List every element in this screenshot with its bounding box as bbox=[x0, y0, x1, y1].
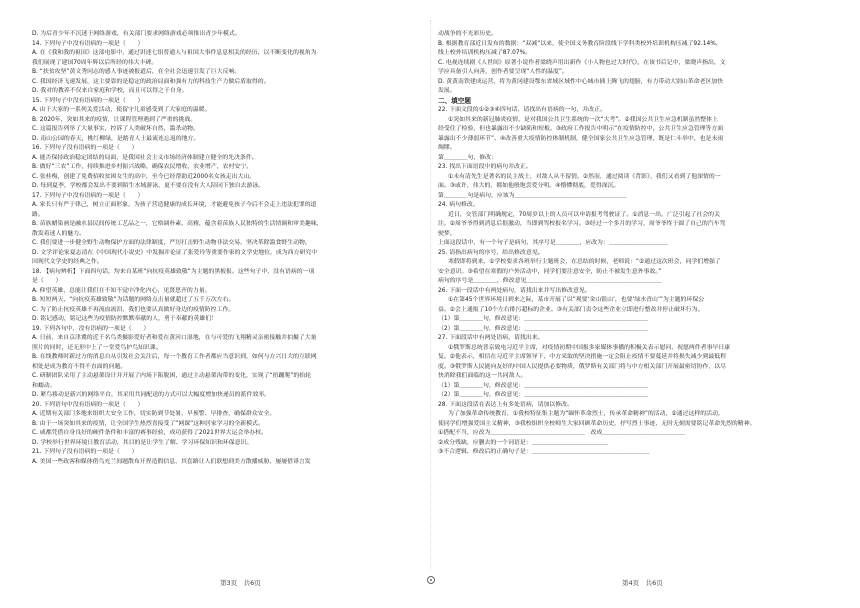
text-line: B. 苗族蜡染画是融水县民间传统工艺品之一，它格调朴素、高雅，蕴含着苗族人民独特的生活情调和审美趣味， bbox=[32, 221, 323, 227]
text-line: 安全意识。③希望在寒假的户外活动中，同学们要注意安全，防止不被发生意外事故。” bbox=[438, 268, 662, 275]
text-line: 寒假即将到来，①学校要求各班举行主题班会，在总结的时候，老师说：“②通过这次班会，同学们增强了 bbox=[448, 259, 721, 265]
text-line: （1）第＿＿＿＿句，修改意见：＿＿＿＿＿＿＿＿＿＿＿＿＿＿＿＿＿＿＿＿＿ bbox=[438, 316, 648, 322]
text-line: 22. 下面文段的①②③④四句话，请找出有语病的一句，并改正。 bbox=[438, 107, 606, 113]
text-line: 使同学们增强爱国主义精神，③我校组织全校师生大家回顾革命历史，抒写烈士事迹，无时无刻需要铭记革命先烈的精神。 bbox=[438, 420, 756, 427]
text-line: D. 南山公园的春天，桃红柳绿，是踏青人士最流连忘返的地方。 bbox=[32, 135, 200, 142]
text-line: （2）第＿＿＿＿句，修改意见：＿＿＿＿＿＿＿＿＿＿＿＿＿＿＿＿＿＿＿＿＿ bbox=[438, 392, 648, 398]
text-line: B. 2020年，突如其来的疫情，让课程管理遇到了严重的挑战。 bbox=[32, 116, 197, 123]
text-line: 照片的同时，还无形中上了一堂爱鸟护鸟知识课。 bbox=[32, 344, 162, 351]
text-line: B. “扶贫攻坚”黄文秀同志的感人事迹被报道后，在全社会迅速引发了巨大反响。 bbox=[32, 69, 241, 75]
text-line: C. 研制团队采用了主动悬架设计并开展了内场下陷脱困，通过主动悬架沟带的变化，实现了“扭蹦爬”的抬轮 bbox=[32, 373, 312, 379]
text-line: 面。③或许，伟大的，都如他般饱尝爱分明。④懵懂彻底，爱得深沉。 bbox=[438, 183, 620, 189]
text-line: C. 我国经济飞速发展，这主要靠的是稳定的政治局面和强有力的科技生产力做后盾取得的。 bbox=[32, 78, 270, 85]
text-line: 复。②他表示，相信在习近平主席领导下，中方采取的坚决措施一定会阻止疫情不要蔓延并将损失减少到最低程 bbox=[438, 354, 727, 360]
text-line: ①未有清先生是著名的民主战士，对敌人从不留情。②然而，通过阅读《背影》，我们又看到了他深情的一 bbox=[448, 173, 721, 180]
text-line: D. 为后青少年不沉迷于网络游戏，有关部门要求网络游戏必须推出青少年模式。 bbox=[32, 31, 241, 37]
text-line: 经受住了检验，但也暴露出不少缺陷和短板。③政府工作报告中明示“在疫情防控中，公共卫生应急管理等方面 bbox=[438, 126, 724, 132]
text-line: 20. 下列语句中没有语病的一项是（ ） bbox=[32, 401, 144, 408]
text-line: C. 为了防止抗疫英雄不再流血流泪，我们也要认真做好身边的疫情防控工作。 bbox=[32, 306, 235, 313]
text-line: 是（ ） bbox=[32, 278, 62, 284]
text-line: 25. 请指出病句的序号，给出修改意见。 bbox=[438, 249, 544, 256]
text-line: 17. 下列句子中没有语病的一项是（ ） bbox=[32, 192, 144, 199]
text-line: 度。③俄罗斯人民能向友好的中国人民提供必要物质，俄罗斯有关部门将与中方相关部门开展最密切协作，以尽 bbox=[438, 363, 727, 370]
text-line: 动战争的不光彩历史。 bbox=[438, 31, 497, 37]
text-line: 线上校外培训机构压减了87.07%。 bbox=[438, 50, 532, 56]
text-line: 15. 下列句子中没有语病的一项是（ ） bbox=[32, 97, 144, 104]
text-line: B. 在线教师时新过方的消息自从引发社会关注后，每一个教育工作者都应当意识到，如何与方兴日大的互联网 bbox=[32, 354, 317, 360]
text-line: 注。②周爷爷得到消息后很激动，当即到驾校报名学习。③经过一个多月的学习，周爷爷终于圆了自己的汽车驾 bbox=[438, 221, 726, 227]
right-page-column bbox=[438, 30, 826, 574]
text-line: 相处是成为教育不得不直面的问题。 bbox=[32, 363, 127, 370]
text-line: A. 在《我和我的祖国》这部电影中，通过讲述七组普通人与祖国大事件息息相关的经历，以不断变化的视角为 bbox=[32, 50, 317, 56]
left-page-column bbox=[32, 30, 420, 574]
text-line: 散发着迷人的魅力。 bbox=[32, 230, 86, 237]
fold-line bbox=[430, 20, 431, 570]
text-line: 上面这段话中，有一个句子是病句，其序号是＿＿＿＿，应改为：＿＿＿＿＿＿＿＿＿＿ bbox=[438, 240, 668, 246]
text-line: A. 美国一些政客和媒体借鸟充兰间题散布开捏造假信息，其套路让人们联想到美方散播威胁、屡屡借诽言发 bbox=[32, 458, 311, 465]
text-line: 快消除我们面临的这一共同敌人。 bbox=[438, 373, 527, 379]
text-line: C. 张桂梅，创建了免费招收贫困女生的高中，至今已经帮助近2000名女孩走出大山。 bbox=[32, 173, 256, 180]
text-line: B. 短短两天，“向抗疫英雄致敬”为话题的网络点击量就超过了五千万次左右。 bbox=[32, 297, 235, 303]
page-number-right: 第4页 共6页 bbox=[622, 579, 663, 587]
text-line: ①搭配不当，应改为＿＿＿＿＿＿＿＿＿＿＿＿＿＿＿＿ 改成＿＿＿＿＿＿＿＿＿＿＿＿＿＿ bbox=[438, 430, 685, 436]
text-line: 18. 【病句辨析】下面四句话，均来自某班“向抗疫英雄致敬”为主题的黑板报。这些句子中，没有语病的一项 bbox=[32, 268, 315, 275]
text-line: 14. 下列句子中没有语病的一项是（ ） bbox=[32, 40, 144, 47]
text-line: 学应具备引人向善，创作者要呈现“人性的温度”。 bbox=[438, 69, 568, 75]
text-line: D. 黄黄南铁建成运营，将为黄冈建设鄂东省域区域性中心城市插上腾飞的翅膀，有力带动大别山革命老区加快 bbox=[438, 78, 724, 85]
text-line: 我们展现了建国70周年辉以后所经的伟大丰碑。 bbox=[32, 59, 158, 66]
text-line: 路。 bbox=[32, 211, 44, 218]
text-line: （2）第＿＿＿＿句，修改意见：＿＿＿＿＿＿＿＿＿＿＿＿＿＿＿＿＿＿＿＿＿ bbox=[438, 325, 648, 332]
text-line: 24. 病句修改。 bbox=[438, 202, 479, 208]
text-line: A. 能否保持政治稳定团结的局面，是我国社会主义市场经济体制建立健全的先决条件。 bbox=[32, 154, 258, 161]
text-line: C. 我们要进一步健全野生动物保护方面的法律制度，严厉打击野生动物非法交易，坚决革除滥食野生动物。 bbox=[32, 240, 311, 246]
text-line: 益。②会上通报了10个左右排污超标的企业。③有关部门责令这些企业立即进行整改并停止破坏行为。 bbox=[438, 306, 704, 313]
text-line: ①突如其来的新冠肺炎疫情，是对我国公共卫生系统的一次“大考”。②我国公共卫生应急机制虽然整体上 bbox=[448, 116, 718, 123]
text-line: A. 由于大家的一系列关爱活动，使留守儿童感受到了大家庭的温暖。 bbox=[32, 107, 211, 113]
text-line: C. 这篇报告列举了大量事实，控诉了人类破坏自然，滥杀动物。 bbox=[32, 126, 199, 132]
text-line: D. 紧鸟移动是新兴的网络平台，其采用共同配送的方式可以大幅度增加快递员的派件效率。 bbox=[32, 392, 271, 398]
text-line: 21. 下列句子没有语病的一项是（ ） bbox=[32, 449, 138, 455]
text-line: D. 我对的教养不仅来自家庭和学校，而且可以得之于自身。 bbox=[32, 88, 188, 94]
text-line: 26. 下面一段话中有两处病句，请找出来并写出修改意见。 bbox=[438, 287, 591, 294]
center-binding-mark bbox=[427, 576, 435, 584]
text-line: 28. 下面这段话在表达上有多处语病，请加以修改。 bbox=[438, 401, 573, 408]
text-line: C. 咸都凭借自身良好的硬件条件和丰富的赛事经验，成功获得了2021世界大运会举办权。 bbox=[32, 430, 267, 436]
text-line: D. 学校举行世界环境日教育活动，其目的是让学生了解、学习环保知识和环保意识。 bbox=[32, 439, 253, 446]
text-line: D. 文学评论家夏志清在《中国现代小说史》中发掘并论证了张爱玲等重要作家的文学史地位，成为西方研究中 bbox=[32, 249, 318, 256]
page-number-left: 第3页 共6页 bbox=[220, 579, 261, 587]
text-line: （1）第＿＿＿＿句，修改意见：＿＿＿＿＿＿＿＿＿＿＿＿＿＿＿＿＿＿＿＿＿ bbox=[438, 382, 648, 389]
text-line: 16. 下列句子没有语病的一项是（ ） bbox=[32, 145, 138, 151]
text-line: 绸缪。 bbox=[438, 145, 456, 151]
text-line: 23. 找出下面语段中的病句并改正。 bbox=[438, 164, 532, 170]
text-line: A. 家长只有严于律己，树立正面形象，为孩子营造健康的成长环境，才能避免孩子今后不会走上违法犯罪的道 bbox=[32, 202, 317, 208]
text-line: 第＿＿＿＿句是病句，应该为＿＿＿＿＿＿＿＿＿＿＿＿＿＿＿＿＿＿＿ bbox=[438, 192, 627, 199]
text-line: 和蠕动。 bbox=[32, 382, 56, 389]
text-line: ①在第45个世界环境日到来之际，某市开展了以“观要‘金山银山’，也要‘绿水青山’”为主题的环保公 bbox=[448, 297, 705, 303]
text-line: A. 日前，来自京津冀的近千名鸟类摄影爱好者和爱在黄河口湿地，在与可爱的飞翔精灵亲密接触并拍摄了大量 bbox=[32, 335, 317, 341]
text-line: 27. 下面段话中有两处语病，请找出来。 bbox=[438, 335, 544, 341]
text-line: D. 铭记感动，铭记这些为疫情防控默默奉献的人，勇于奉献的英雄们！ bbox=[32, 316, 217, 322]
text-line: C. 电视连续剧《人世间》原著小说作者梁晓声用出新作《小人物也过大时代》，在该书后记中，梁晓声指出，文 bbox=[438, 59, 726, 66]
text-line: 为了加强革命传统教育，①我校特征集主题为“缅怀革命烈士，传承革命精神”的活动，②通过这样的活动， bbox=[448, 411, 724, 417]
text-line: B. 根据教育部近日发布的数据：“双减”以来，使全国义务教育阶段线下学科类校外培训机构压减了92.14%， bbox=[438, 40, 722, 47]
text-line: 病句的序号是＿＿＿＿，修改意见＿＿＿＿＿＿＿＿＿＿＿＿＿＿＿＿＿＿＿＿＿＿＿ bbox=[438, 278, 662, 284]
text-line: 国现代文学史的经典之作。 bbox=[32, 259, 103, 265]
text-line: D. 每到夏季，学校都会发出不要到陌生水域游泳，更不要在没有大人陪同下独自去游泳。 bbox=[32, 183, 265, 189]
text-line: B. 做好“三农”工作，持续推进乡村振兴战略，确保农民增收，农业增产，农村安宁。 bbox=[32, 164, 253, 170]
text-line: 驶梦。 bbox=[438, 230, 456, 237]
text-line: 第＿＿＿＿句，修改： bbox=[438, 154, 497, 161]
text-line: 近日，交管部门明确规定，70周岁以上的人员可以申请报考驾驶证了。①消息一出，广泛引起了社会的关 bbox=[448, 211, 720, 218]
text-line: ①俄罗斯总统普京致电习近平主席，对疫情初期中国报多家媒体事播的积极关表示慰问，祝愿两件者事早日康 bbox=[448, 344, 731, 351]
text-line: A. 仰望英雄，总能让我们在不知不觉中净化内心，见贤思齐的力量。 bbox=[32, 287, 211, 294]
text-line: B. 由于一场突如其来的疫情，让全国学生热烈喜接受了“网课”这种居家学习的全新模式。 bbox=[32, 420, 264, 427]
section-heading: 二、填空题 bbox=[438, 96, 471, 105]
text-line: A. 近期有关部门多地来组织大安全工作，切实防到节处暑、早预警、早排查，确保群众安全。 bbox=[32, 411, 276, 417]
text-line: ②成分残缺，应删去的一个词语是：＿＿＿＿＿＿＿＿＿＿＿＿＿ bbox=[438, 439, 609, 446]
text-line: 暴露出不少薄弱环节”。④改善重大疫情防控体制机制，健全国家公共卫生应急管理，既是仁斗举中，也是未雨 bbox=[438, 135, 724, 142]
text-line: ③不合逻辑，修改后的正确句子是：＿＿＿＿＿＿＿＿＿＿＿＿＿＿＿＿＿＿＿＿ bbox=[438, 449, 650, 455]
text-line: 19. 下列各句中，没有语病的一项是（ ） bbox=[32, 325, 150, 332]
text-line: 发展。 bbox=[438, 88, 456, 94]
